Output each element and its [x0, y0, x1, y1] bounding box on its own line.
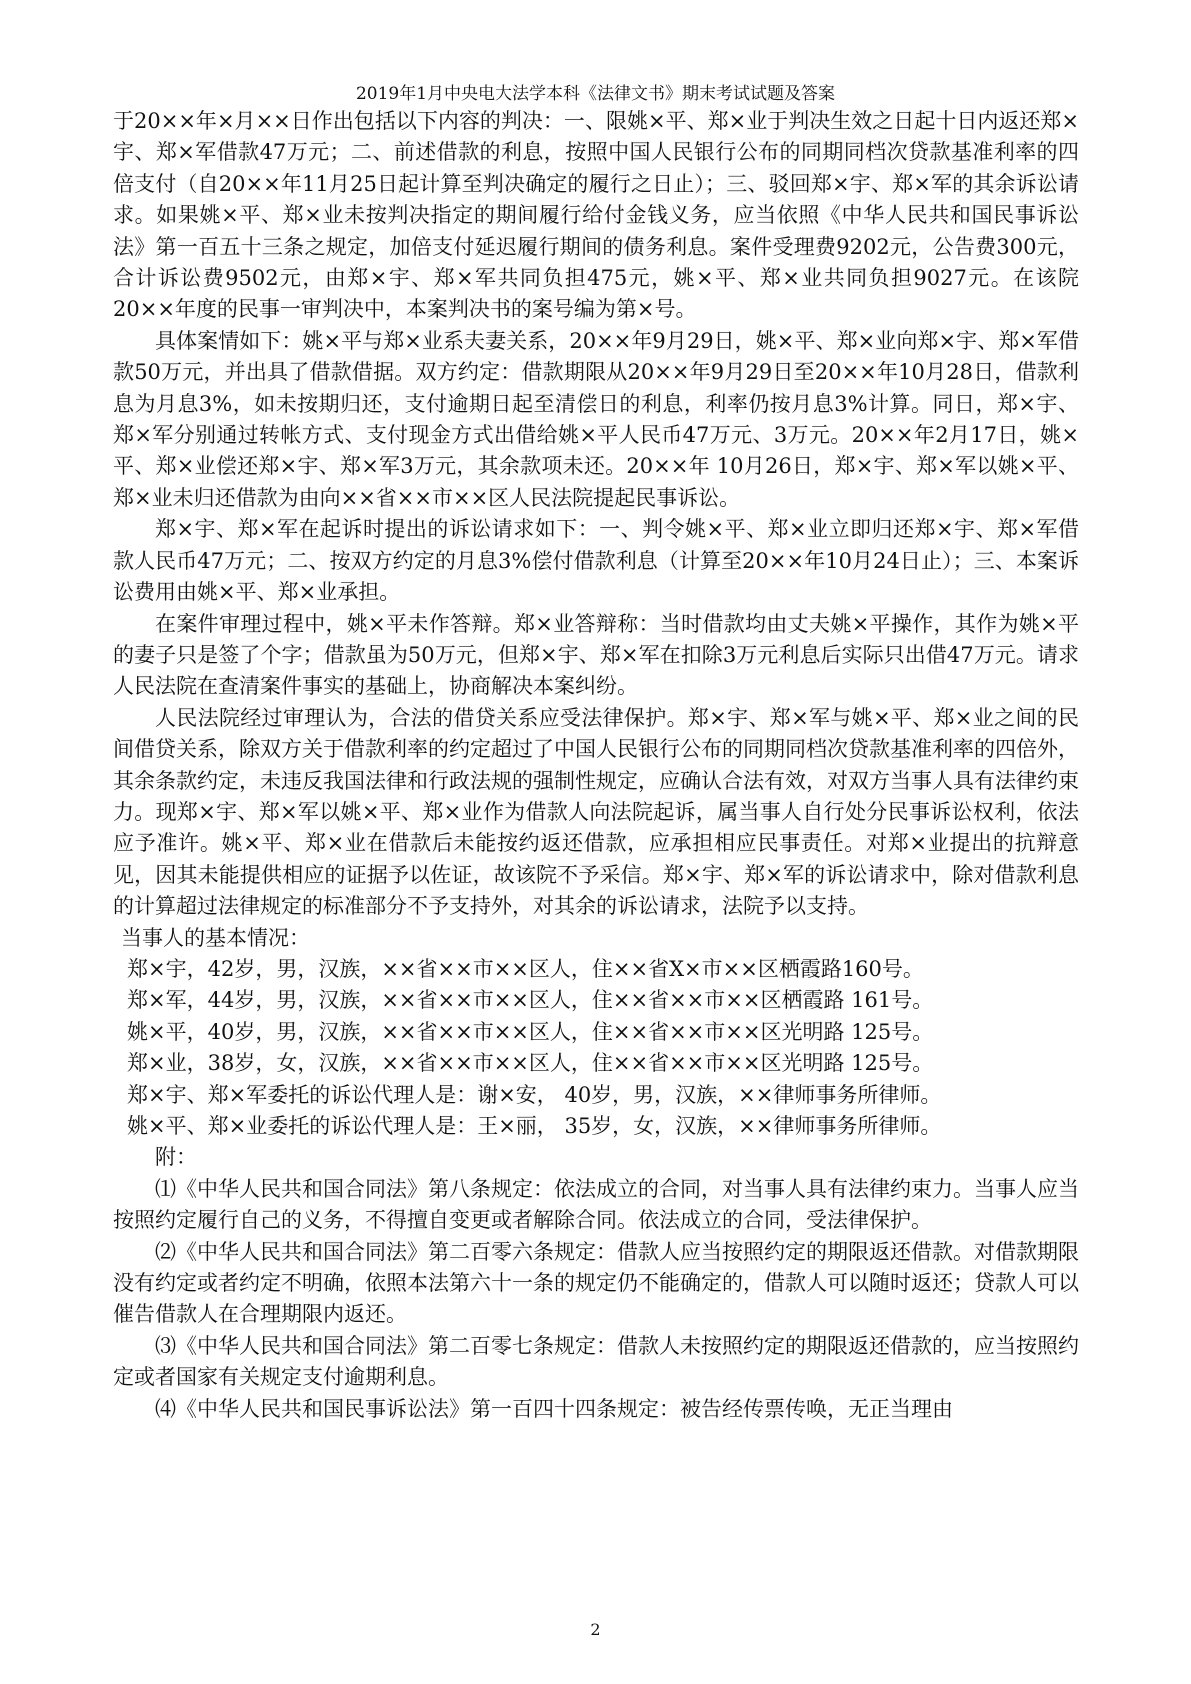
paragraph-case-facts: 具体案情如下：姚×平与郑×业系夫妻关系，20××年9月29日，姚×平、郑×业向郑×宇、郑×军借款50万元，并出具了借款借据。双方约定：借款期限从20××年9月29日至20××年10月28日，借款利息为月息3%，如未按期归还，支付逾期日起至清偿日的利息，利率仍按月息3%计算。同日，郑×宇、郑×军分别通过转帐方式、支付现金方式出借给姚×平人民币47万元、3万元。20××年2月17日，姚×平、郑×业偿还郑×宇、郑×军3万元，其余款项未还。20××年 10月26日，郑×宇、郑×军以姚×平、郑×业未归还借款为由向××省××市××区人民法院提起民事诉讼。	[113, 328, 1079, 510]
party-item: 郑×宇、郑×军委托的诉讼代理人是：谢×安， 40岁，男，汉族，××律师事务所律师。	[127, 1082, 942, 1107]
paragraph-defense: 在案件审理过程中，姚×平未作答辩。郑×业答辩称：当时借款均由丈夫姚×平操作，其作为姚×平的妻子只是签了个字；借款虽为50万元，但郑×宇、郑×军在扣除3万元利息后实际只出借47万元。请求人民法院在查清案件事实的基础上，协商解决本案纠纷。	[113, 611, 1079, 699]
party-item: 郑×业，38岁，女，汉族，××省××市××区人，住××省××市××区光明路 125号。	[127, 1051, 934, 1076]
party-item: 郑×军，44岁，男，汉族，××省××市××区人，住××省××市××区栖霞路 161号。	[127, 988, 934, 1013]
document-body	[113, 106, 1079, 1425]
party-item: 郑×宇，42岁，男，汉族，××省××市××区人，住××省X×市××区栖霞路160号。	[127, 956, 924, 981]
party-item: 姚×平，40岁，男，汉族，××省××市××区人，住××省××市××区光明路 125号。	[127, 1019, 934, 1044]
page-number: 2	[590, 1620, 601, 1639]
appendix-item: ⑵《中华人民共和国合同法》第二百零六条规定：借款人应当按照约定的期限返还借款。对借款期限没有约定或者约定不明确，依照本法第六十一条的规定仍不能确定的，借款人可以随时返还；贷款人可以催告借款人在合理期限内返还。	[113, 1239, 1079, 1327]
appendix-item: ⑴《中华人民共和国合同法》第八条规定：依法成立的合同，对当事人具有法律约束力。当事人应当按照约定履行自己的义务，不得擅自变更或者解除合同。依法成立的合同，受法律保护。	[113, 1176, 1079, 1233]
paragraph-claims: 郑×宇、郑×军在起诉时提出的诉讼请求如下：一、判令姚×平、郑×业立即归还郑×宇、郑×军借款人民币47万元；二、按双方约定的月息3%偿付借款利息（计算至20××年10月24日止）；三、本案诉讼费用由姚×平、郑×业承担。	[113, 517, 1079, 605]
party-item: 姚×平、郑×业委托的诉讼代理人是：王×丽， 35岁，女，汉族，××律师事务所律师。	[127, 1114, 942, 1138]
appendix-item: ⑷《中华人民共和国民事诉讼法》第一百四十四条规定：被告经传票传唤，无正当理由	[155, 1396, 953, 1421]
paragraph-judgment: 于20××年×月××日作出包括以下内容的判决：一、限姚×平、郑×业于判决生效之日起十日内返还郑×宇、郑×军借款47万元；二、前述借款的利息，按照中国人民银行公布的同期同档次贷款基准利率的四倍支付（自20××年11月25日起计算至判决确定的履行之日止）；三、驳回郑×宇、郑×军的其余诉讼请求。如果姚×平、郑×业未按判决指定的期间履行给付金钱义务，应当依照《中华人民共和国民事诉讼法》第一百五十三条之规定，加倍支付延迟履行期间的债务利息。案件受理费9202元，公告费300元，合计诉讼费9502元，由郑×宇、郑×军共同负担475元，姚×平、郑×业共同负担9027元。在该院20××年度的民事一审判决中，本案判决书的案号编为第×号。	[113, 109, 1079, 322]
paragraph-court-opinion: 人民法院经过审理认为，合法的借贷关系应受法律保护。郑×宇、郑×军与姚×平、郑×业之间的民间借贷关系，除双方关于借款利率的约定超过了中国人民银行公布的同期同档次贷款基准利率的四倍外，其余条款约定，未违反我国法律和行政法规的强制性规定，应确认合法有效，对双方当事人具有法律约束力。现郑×宇、郑×军以姚×平、郑×业作为借款人向法院起诉，属当事人自行处分民事诉讼权利，依法应予准许。姚×平、郑×业在借款后未能按约返还借款，应承担相应民事责任。对郑×业提出的抗辩意见，因其未能提供相应的证据予以佐证，故该院不予采信。郑×宇、郑×军的诉讼请求中，除对借款利息的计算超过法律规定的标准部分不予支持外，对其余的诉讼请求，法院予以支持。	[113, 705, 1079, 919]
page-header: 2019年1月中央电大法学本科《法律文书》期末考试试题及答案	[355, 84, 836, 104]
appendix-label: 附：	[155, 1145, 197, 1170]
appendix-item: ⑶《中华人民共和国合同法》第二百零七条规定：借款人未按照约定的期限返还借款的，应当按照约定或者国家有关规定支付逾期利息。	[113, 1333, 1079, 1390]
parties-title: 当事人的基本情况：	[121, 925, 310, 950]
